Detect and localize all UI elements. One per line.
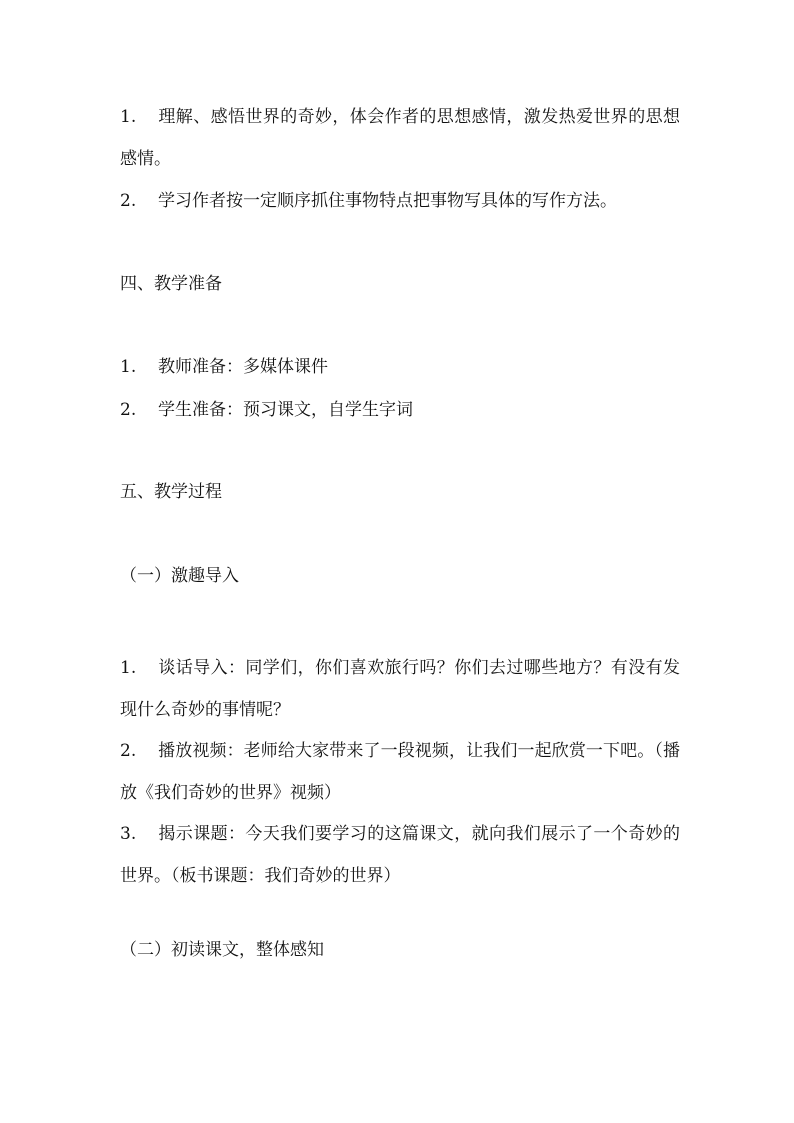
process-item-2-number: 2. bbox=[120, 741, 137, 761]
preparation-item-1-text: 教师准备：多媒体课件 bbox=[158, 357, 328, 377]
preparation-item-1-number: 1. bbox=[120, 357, 137, 377]
subheading-part-1: （一）激趣导入 bbox=[120, 566, 239, 586]
process-item-1 bbox=[120, 647, 680, 731]
goal-item-1 bbox=[120, 96, 680, 180]
process-item-3-text: 揭示课题：今天我们要学习的这篇课文，就向我们展示了一个奇妙的世界。（板书课题：我们奇妙的世界） bbox=[120, 824, 680, 886]
process-item-3-number: 3. bbox=[120, 824, 137, 844]
process-item-1-text: 谈话导入：同学们，你们喜欢旅行吗？你们去过哪些地方？有没有发现什么奇妙的事情呢？ bbox=[120, 658, 680, 720]
preparation-item-2-number: 2. bbox=[120, 400, 137, 420]
process-item-1-number: 1. bbox=[120, 658, 137, 678]
section-heading-preparation: 四、教学准备 bbox=[120, 274, 222, 294]
process-item-3 bbox=[120, 813, 680, 897]
goal-item-1-text: 理解、感悟世界的奇妙，体会作者的思想感情，激发热爱世界的思想感情。 bbox=[120, 107, 680, 169]
goal-item-2 bbox=[120, 189, 617, 213]
process-item-2 bbox=[120, 730, 680, 814]
preparation-item-2 bbox=[120, 398, 413, 422]
goal-item-1-number: 1. bbox=[120, 107, 137, 127]
process-item-2-text: 播放视频：老师给大家带来了一段视频，让我们一起欣赏一下吧。（播放《我们奇妙的世界》视频） bbox=[120, 741, 680, 803]
goal-item-2-text: 学习作者按一定顺序抓住事物特点把事物写具体的写作方法。 bbox=[158, 191, 617, 211]
goal-item-2-number: 2. bbox=[120, 191, 137, 211]
preparation-item-2-text: 学生准备：预习课文，自学生字词 bbox=[158, 400, 413, 420]
subheading-part-2: （二）初读课文，整体感知 bbox=[120, 940, 324, 960]
section-heading-process: 五、教学过程 bbox=[120, 482, 222, 502]
preparation-item-1 bbox=[120, 355, 328, 379]
